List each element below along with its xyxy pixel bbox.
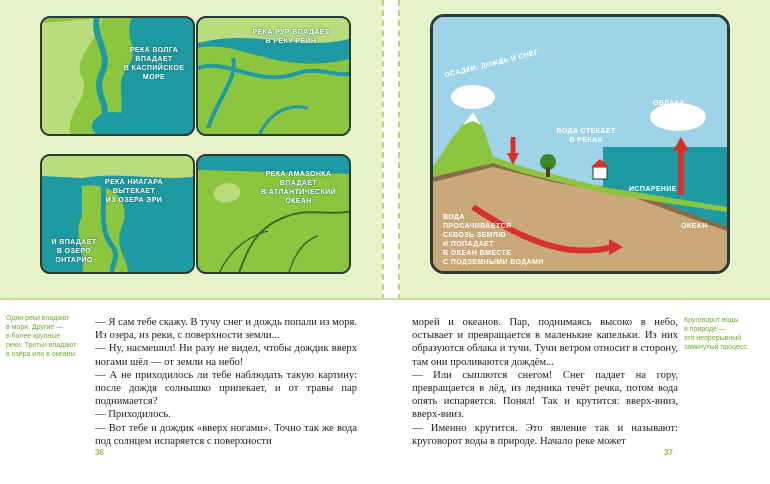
paragraph: — Вот тебе и дождик «вверх ногами». Точно так же вода под солнцем испаряется с поверхности (95, 422, 357, 447)
side-note-right: Круговорот воды в природе — это непрерывный замкнутый процесс. (684, 317, 749, 351)
tile-caption-secondary: И ВПАДАЕТ В ОЗЕРО ОНТАРИО (51, 239, 97, 264)
side-note-left: Одни реки впадают в моря. Другие — в более крупные реки. Третьи впадают в озёра или в океаны (6, 315, 77, 358)
band-divider (0, 298, 770, 300)
map-tile-volga (40, 16, 195, 136)
paragraph: — Именно крутится. Это явление так и называют: круговорот воды в природе. Начало реке может (412, 422, 678, 447)
map-tile-amazon (196, 154, 351, 274)
tile-caption: РЕКА АМАЗОНКА ВПАДАЕТ В АТЛАНТИЧЕСКИЙ ОКЕАН (260, 171, 337, 205)
book-spine (382, 0, 400, 300)
left-page-text (95, 316, 357, 448)
label-seepage: ВОДА ПРОСАЧИВАЕТСЯ СКВОЗЬ ЗЕМЛЮ И ПОПАДАЕТ В ОКЕАН ВМЕСТЕ С ПОДЗЕМНЫМИ ВОДАМИ (443, 214, 544, 266)
map-tile-ruhr (196, 16, 351, 136)
paragraph: — Я сам тебе скажу. В тучу снег и дождь попали из моря. Из озера, из реки, с поверхности земли... (95, 317, 357, 342)
page-number-left: 36 (95, 448, 104, 457)
label-clouds: ОБЛАКА (653, 100, 685, 107)
paragraph: — Приходилось. (95, 409, 171, 421)
page-number-right: 37 (664, 448, 673, 457)
label-water-flows: ВОДА СТЕКАЕТ В РЕКАХ (556, 128, 616, 144)
paragraph: — Или сыплются снегом! Снег падает на гору, превращается в лёд, из ледника течёт речка, потом вода опять испаряется. Понял! Так и крутится: вверх-вниз, вверх-вниз. (412, 369, 678, 421)
tile-caption: РЕКА РУР ВПАДАЕТ В РЕКУ РЕЙН (252, 29, 330, 45)
tile-caption: РЕКА НИАГАРА ВЫТЕКАЕТ ИЗ ОЗЕРА ЭРИ (104, 179, 164, 204)
tile-caption: РЕКА ВОЛГА ВПАДАЕТ В КАСПИЙСКОЕ МОРЕ (123, 47, 185, 81)
label-ocean: ОКЕАН (681, 223, 708, 230)
paragraph: — Ну, насмешил! Ни разу не видел, чтобы дождик вверх ногами шёл — от земли на небо! (95, 343, 357, 368)
label-evaporation: ИСПАРЕНИЕ (629, 186, 677, 193)
right-page-text (412, 316, 678, 448)
label-precipitation: ОСАДКИ: ДОЖДЬ И СНЕГ (443, 49, 540, 80)
paragraph: — А не приходилось ли тебе наблюдать такую картину: после дождя солнышко припекает, и от травы пар поднимается? (95, 369, 357, 408)
map-tile-niagara (40, 154, 195, 274)
water-cycle-diagram (430, 14, 730, 274)
paragraph: морей и океанов. Пар, поднимаясь высоко в небо, остывает и превращается в маленькие капельки. Из них образуются облака и тучи. Тучи ветром относит в сторону, там они проливаются дождём... (412, 317, 678, 368)
